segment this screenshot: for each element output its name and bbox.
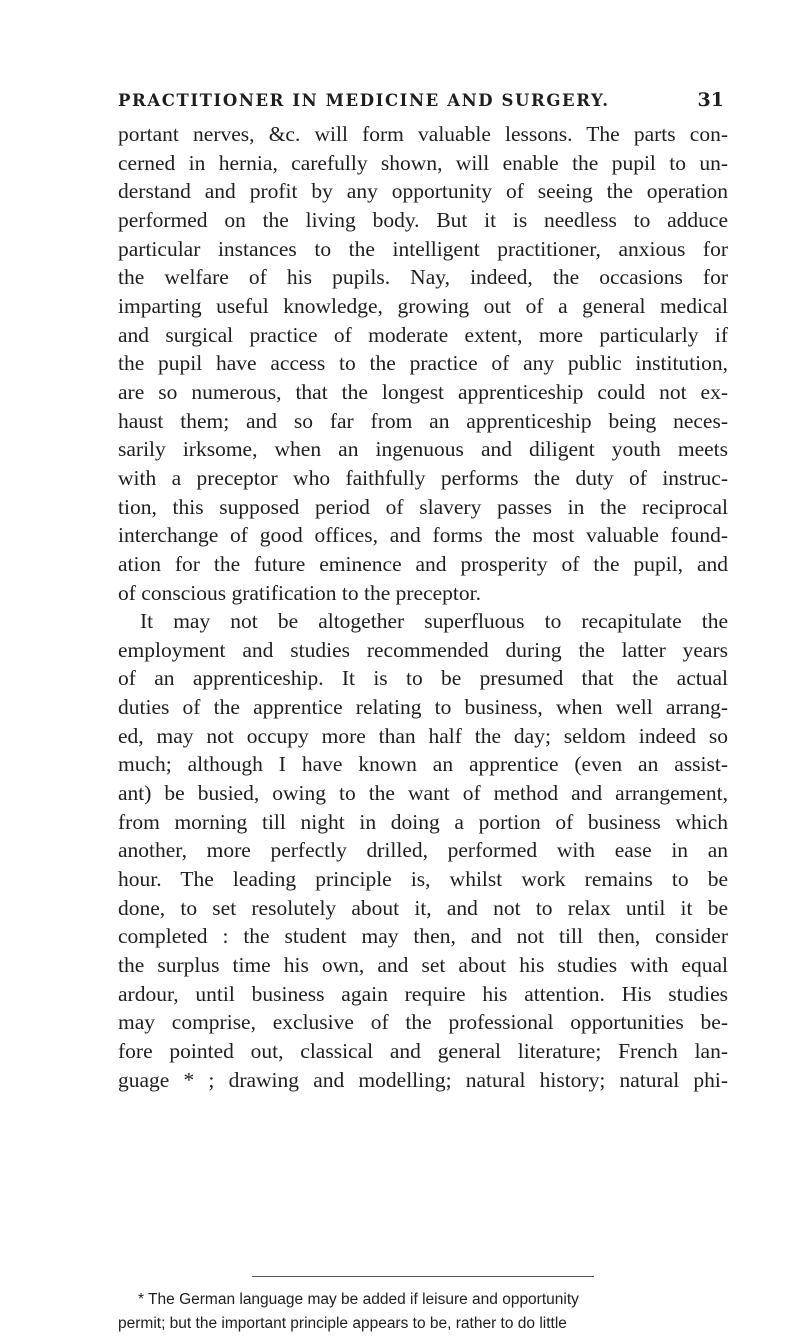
text-line: imparting useful knowledge, growing out of a general medical — [118, 293, 728, 318]
footnote-line: permit; but the important principle appears to be, rather to do little — [118, 1315, 567, 1332]
text-line: of conscious gratification to the preceptor. — [118, 580, 481, 605]
text-line: done, to set resolutely about it, and not to relax until it be — [118, 895, 728, 920]
text-line: of an apprenticeship. It is to be presumed that the actual — [118, 666, 728, 691]
text-line: fore pointed out, classical and general literature; French lan- — [118, 1039, 728, 1063]
text-line: with a preceptor who faithfully performs the duty of instruc- — [118, 465, 728, 490]
text-line: performed on the living body. But it is needless to adduce — [118, 207, 728, 232]
text-line: much; although I have known an apprentice (even an assist- — [118, 752, 728, 777]
footnote — [118, 1288, 728, 1336]
body-text — [118, 120, 728, 1094]
text-line: from morning till night in doing a portion of business which — [118, 809, 728, 834]
text-line: derstand and profit by any opportunity of seeing the operation — [118, 179, 728, 204]
text-line: ed, may not occupy more than half the day; seldom indeed so — [118, 723, 728, 748]
text-line: completed : the student may then, and not till then, consider — [118, 924, 728, 949]
footnote-line: * The German language may be added if leisure and opportunity — [138, 1291, 579, 1308]
text-line: portant nerves, &c. will form valuable lessons. The parts con- — [118, 122, 728, 146]
text-line: may comprise, exclusive of the professional opportunities be- — [118, 1010, 728, 1035]
text-line: and surgical practice of moderate extent, more particularly if — [118, 322, 728, 347]
text-line: interchange of good offices, and forms the most valuable found- — [118, 523, 728, 548]
text-line: sarily irksome, when an ingenuous and diligent youth meets — [118, 437, 728, 462]
text-line: guage * ; drawing and modelling; natural history; natural phi- — [118, 1067, 728, 1092]
text-line: employment and studies recommended during the latter years — [118, 637, 728, 662]
text-line: ardour, until business again require his attention. His studies — [118, 981, 728, 1006]
text-line: particular instances to the intelligent practitioner, anxious for — [118, 236, 728, 261]
text-line: hour. The leading principle is, whilst work remains to be — [118, 867, 728, 892]
running-head: PRACTITIONER IN MEDICINE AND SURGERY. — [118, 91, 610, 110]
text-line: are so numerous, that the longest apprenticeship could not ex- — [118, 379, 728, 404]
text-line: the pupil have access to the practice of any public institution, — [118, 351, 728, 376]
text-line: haust them; and so far from an apprenticeship being neces- — [118, 408, 728, 433]
text-line: duties of the apprentice relating to business, when well arrang- — [118, 695, 728, 720]
text-line: cerned in hernia, carefully shown, will enable the pupil to un- — [118, 150, 728, 175]
text-line: tion, this supposed period of slavery passes in the reciprocal — [118, 494, 728, 519]
text-line: another, more perfectly drilled, performed with ease in an — [118, 838, 728, 863]
footnote-rule — [252, 1276, 594, 1277]
text-line: ation for the future eminence and prosperity of the pupil, and — [118, 551, 728, 576]
text-line: the surplus time his own, and set about his studies with equal — [118, 953, 728, 978]
page-number: 31 — [697, 89, 724, 111]
text-line: It may not be altogether superfluous to recapitulate the — [140, 609, 728, 634]
text-line: the welfare of his pupils. Nay, indeed, the occasions for — [118, 265, 728, 290]
page-header — [118, 91, 724, 115]
text-line: ant) be busied, owing to the want of method and arrangement, — [118, 781, 728, 806]
